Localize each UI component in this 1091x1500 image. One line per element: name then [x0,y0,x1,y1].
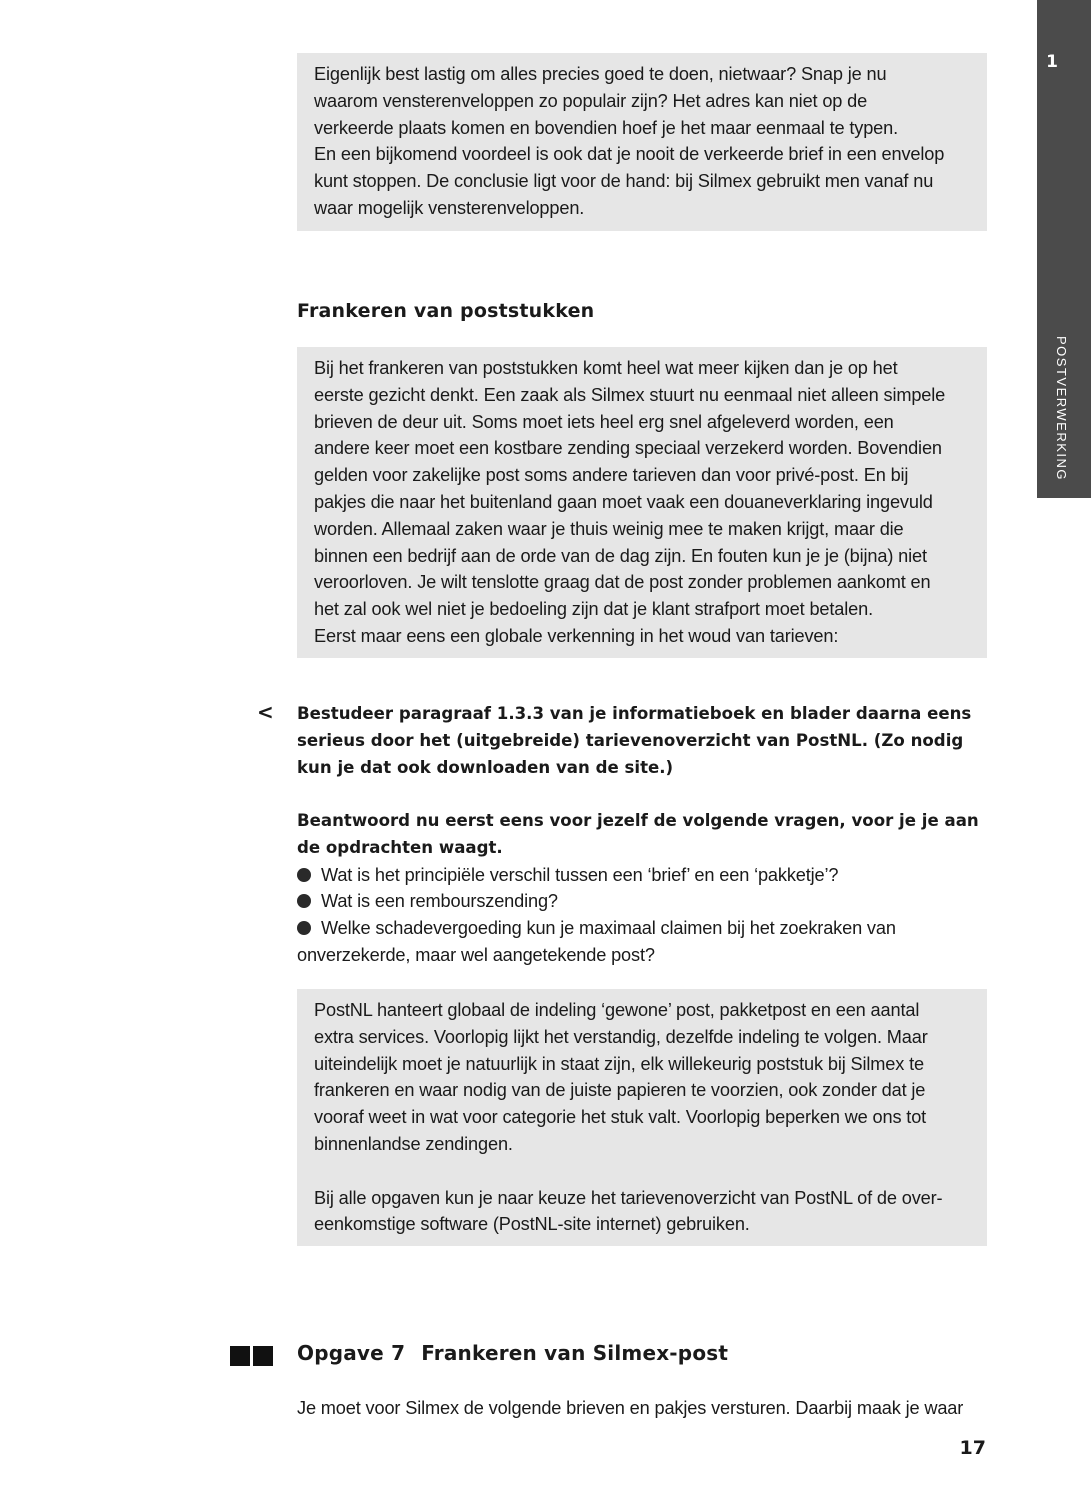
intro-line: waar mogelijk vensterenveloppen. [314,197,585,218]
chapter-tab [1037,0,1091,498]
franking-line: eerste gezicht denkt. Een zaak als Silmex stuurt nu eenmaal niet alleen simpele [314,384,946,405]
exercise-number: Opgave 7 [297,1341,406,1365]
questions-intro-line: Beantwoord nu eerst eens voor jezelf de volgende vragen, voor je je aan [297,811,979,830]
square-icon [230,1346,250,1366]
postnl-box [297,989,987,1246]
intro-line: kunt stoppen. De conclusie ligt voor de hand: bij Silmex gebruikt men vanaf nu [314,171,934,192]
bullet-icon [297,868,311,882]
instruction-line: Bestudeer paragraaf 1.3.3 van je informatieboek en blader daarna eens [297,704,972,723]
exercise-first-line: Je moet voor Silmex de volgende brieven en pakjes versturen. Daarbij maak je waar [297,1398,964,1418]
exercise-level-icon [230,1346,276,1371]
franking-line: Bij het frankeren van poststukken komt heel wat meer kijken dan je op het [314,358,898,378]
questions-block [297,808,987,969]
postnl-line: PostNL hanteert globaal de indeling ‘gewone’ post, pakketpost en een aantal [314,1000,920,1020]
question-item [297,862,987,889]
intro-line: waarom vensterenveloppen zo populair zijn? Het adres kan niet op de [314,90,868,111]
exercise-title: Frankeren van Silmex-post [421,1341,729,1365]
intro-box [297,53,987,231]
postnl-line: uiteindelijk moet je natuurlijk in staat zijn, elk willekeurig poststuk bij Silmex te [314,1053,924,1074]
paragraph-gap [314,1158,970,1185]
postnl-line: Bij alle opgaven kun je naar keuze het tarievenoverzicht van PostNL of de over- [314,1187,943,1208]
franking-line: veroorloven. Je wilt tenslotte graag dat de post zonder problemen aankomt en [314,572,931,593]
franking-line: worden. Allemaal zaken waar je thuis weinig mee te maken krijgt, maar die [314,518,904,539]
postnl-line: frankeren en waar nodig van de juiste papieren te voorzien, ook zonder dat je [314,1080,926,1101]
square-icon [253,1346,273,1366]
intro-line: verkeerde plaats komen en bovendien hoef je het maar eenmaal te typen. [314,117,899,138]
franking-line: het zal ook wel niet je bedoeling zijn dat je klant strafport moet betalen. [314,599,873,620]
question-item [297,915,987,942]
intro-line: Eigenlijk best lastig om alles precies goed te doen, nietwaar? Snap je nu [314,64,887,84]
franking-line: binnen een bedrijf aan de orde van de dag zijn. En fouten kun je je (bijna) niet [314,545,927,566]
question-text: Wat is een rembourszending? [321,891,558,912]
franking-line: gelden voor zakelijke post soms andere tarieven dan voor privé-post. En bij [314,465,909,486]
bullet-icon [297,921,311,935]
franking-box [297,347,987,658]
page-number: 17 [959,1437,986,1459]
question-text: Wat is het principiële verschil tussen een ‘brief’ en een ‘pakketje’? [321,864,839,885]
instruction-line: serieus door het (uitgebreide) tarievenoverzicht van PostNL. (Zo nodig [297,730,964,750]
franking-line: brieven de deur uit. Soms moet iets heel erg snel afgeleverd worden, een [314,411,894,432]
instruction-marker: < [257,700,274,724]
chapter-number: 1 [1046,52,1058,72]
question-item [297,888,987,915]
postnl-line: eenkomstige software (PostNL-site internet) gebruiken. [314,1214,750,1235]
postnl-line: binnenlandse zendingen. [314,1133,513,1154]
question-text-continued: onverzekerde, maar wel aangetekende post? [297,944,655,965]
bullet-icon [297,894,311,908]
chapter-section-label: POSTVERWERKING [1054,336,1069,482]
franking-line: andere keer moet een kostbare zending speciaal verzekerd worden. Bovendien [314,438,942,459]
intro-line: En een bijkomend voordeel is ook dat je nooit de verkeerde brief in een envelop [314,144,945,165]
question-text: Welke schadevergoeding kun je maximaal claimen bij het zoekraken van [321,918,896,939]
franking-line: pakjes die naar het buitenland gaan moet vaak een douaneverklaring ingevuld [314,491,933,512]
questions-intro-line: de opdrachten waagt. [297,837,503,857]
postnl-line: extra services. Voorlopig lijkt het verstandig, dezelfde indeling te volgen. Maar [314,1026,928,1047]
section-heading: Frankeren van poststukken [297,300,595,322]
franking-line: Eerst maar eens een globale verkenning in het woud van tarieven: [314,625,839,646]
exercise-body [297,1395,987,1422]
instruction-block [297,701,987,781]
exercise-heading [297,1341,728,1365]
postnl-line: vooraf weet in wat voor categorie het stuk valt. Voorlopig beperken we ons tot [314,1107,927,1128]
instruction-line: kun je dat ook downloaden van de site.) [297,757,674,777]
